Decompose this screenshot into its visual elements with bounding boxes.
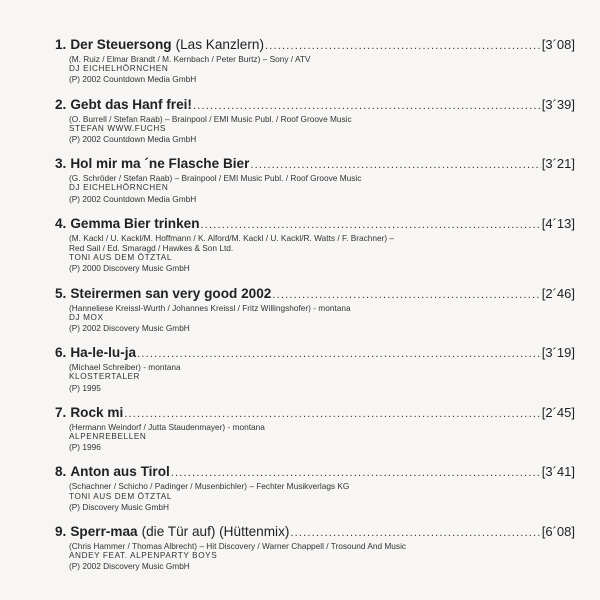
track-credits: [69, 114, 575, 145]
credit-line: (P) 1996: [69, 442, 101, 453]
credit-line: (P) 2002 Countdown Media GmbH: [69, 74, 197, 85]
track-credits: [69, 362, 575, 393]
track-duration: [6´08]: [541, 524, 575, 540]
track-artist: TONI AUS DEM ÖTZTAL: [69, 491, 172, 501]
dot-leader: [272, 287, 540, 303]
credit-line: (P) 1995: [69, 382, 101, 393]
track-title: Anton aus Tirol: [70, 464, 170, 480]
track-entry: [55, 464, 575, 512]
track-credits: [69, 541, 575, 572]
track-artist: DJ EICHELHÖRNCHEN: [69, 64, 169, 74]
credit-line: (P) 2002 Discovery Music GmbH: [69, 323, 190, 334]
track-number: 9.: [55, 524, 67, 540]
track-title: Gebt das Hanf frei!: [70, 96, 192, 112]
credit-line: (P) 2002 Discovery Music GmbH: [69, 561, 190, 572]
track-title-line: [55, 524, 575, 541]
dot-leader: [193, 98, 541, 114]
track-number: 2.: [55, 96, 67, 112]
track-title: Hol mir ma ´ne Flasche Bier: [70, 156, 250, 172]
dot-leader: [124, 406, 541, 422]
track-entry: [55, 37, 575, 85]
track-subtitle: (die Tür auf) (Hüttenmix): [141, 524, 290, 540]
track-title: Ha-le-lu-ja: [70, 345, 137, 361]
credit-line: (M. Kackl / U. Kackl/M. Hoffmann / K. Alford/M. Kackl / U. Kackl/R. Watts / F. Brachner) –: [69, 232, 395, 243]
dot-leader: [265, 38, 541, 54]
credit-line: (Michael Schreiber) - montana: [69, 362, 181, 373]
track-title: Gemma Bier trinken: [70, 215, 200, 231]
track-duration: [3´21]: [541, 156, 575, 172]
track-artist: DJ EICHELHÖRNCHEN: [69, 183, 169, 193]
track-duration: [3´41]: [541, 464, 575, 480]
dot-leader: [171, 465, 541, 481]
track-title-line: [55, 216, 575, 233]
track-entry: [55, 405, 575, 453]
track-title-line: [55, 464, 575, 481]
track-title: Der Steuersong: [70, 37, 172, 52]
track-duration: [3´08]: [541, 37, 575, 52]
track-credits: [69, 173, 575, 204]
credit-line: (P) 2002 Countdown Media GmbH: [69, 193, 197, 204]
track-entry: [55, 286, 575, 334]
track-credits: [69, 303, 575, 334]
dot-leader: [250, 157, 540, 173]
track-duration: [3´39]: [541, 96, 575, 112]
track-title-line: [55, 156, 575, 173]
credit-line: (O. Burrell / Stefan Raab) – Brainpool / EMI Music Publ. / Roof Groove Music: [69, 113, 352, 124]
credit-line: (Hermann Weindorf / Jutta Staudenmayer) - montana: [69, 421, 265, 432]
track-subtitle: (Las Kanzlern): [175, 37, 264, 52]
track-duration: [3´19]: [541, 345, 575, 361]
track-credits: [69, 481, 575, 512]
track-entry: [55, 524, 575, 572]
credit-line: (Chris Hammer / Thomas Albrecht) – Hit Discovery / Warner Chappell / Trosound And Music: [69, 541, 407, 552]
track-title: Sperr-maa: [70, 524, 138, 540]
dot-leader: [201, 217, 541, 233]
track-title-line: [55, 405, 575, 422]
credit-line: (Hanneliese Kreissl-Wurth / Johannes Kreissl / Fritz Willingshofer) - montana: [69, 302, 351, 313]
track-entry: [55, 97, 575, 145]
track-number: 5.: [55, 285, 67, 301]
track-credits: [69, 233, 575, 274]
track-number: 8.: [55, 464, 67, 480]
track-number: 4.: [55, 215, 67, 231]
credit-line: (Schachner / Schicho / Padinger / Musenbichler) – Fechter Musikverlags KG: [69, 481, 350, 492]
credit-line: (P) 2000 Discovery Music GmbH: [69, 263, 190, 274]
track-number: 6.: [55, 345, 67, 361]
credit-line: (P) Discovery Music GmbH: [69, 501, 170, 512]
track-duration: [2´46]: [541, 285, 575, 301]
track-artist: TONI AUS DEM ÖTZTAL: [69, 253, 172, 263]
track-title-line: [55, 345, 575, 362]
credit-line: (M. Ruiz / Elmar Brandt / M. Kernbach / Peter Burtz) – Sony / ATV: [69, 54, 311, 64]
track-title: Rock mi: [70, 404, 124, 420]
track-title: Steirermen san very good 2002: [70, 285, 272, 301]
track-artist: KLOSTERTALER: [69, 372, 141, 382]
track-number: 7.: [55, 404, 67, 420]
track-title-line: [55, 286, 575, 303]
dot-leader: [290, 525, 540, 541]
credit-line: (P) 2002 Countdown Media GmbH: [69, 134, 197, 145]
track-duration: [4´13]: [541, 215, 575, 231]
track-entry: [55, 156, 575, 204]
credit-line: (G. Schröder / Stefan Raab) – Brainpool / EMI Music Publ. / Roof Groove Music: [69, 173, 362, 184]
track-number: 3.: [55, 156, 67, 172]
track-artist: STEFAN WWW.FUCHS: [69, 123, 166, 133]
dot-leader: [137, 346, 541, 362]
track-entry: [55, 216, 575, 274]
track-artist: ALPENREBELLEN: [69, 432, 147, 442]
track-credits: [69, 54, 575, 85]
tracklist: [55, 37, 575, 584]
credit-line: Red Sail / Ed. Smaragd / Hawkes & Son Ltd.: [69, 243, 234, 254]
track-title-line: [55, 97, 575, 114]
track-artist: ANDEY FEAT. ALPENPARTY BOYS: [69, 551, 218, 561]
track-number: 1.: [55, 37, 67, 52]
track-credits: [69, 422, 575, 453]
track-entry: [55, 345, 575, 393]
track-title-line: [55, 37, 575, 54]
track-duration: [2´45]: [541, 404, 575, 420]
track-artist: DJ MOX: [69, 312, 104, 322]
